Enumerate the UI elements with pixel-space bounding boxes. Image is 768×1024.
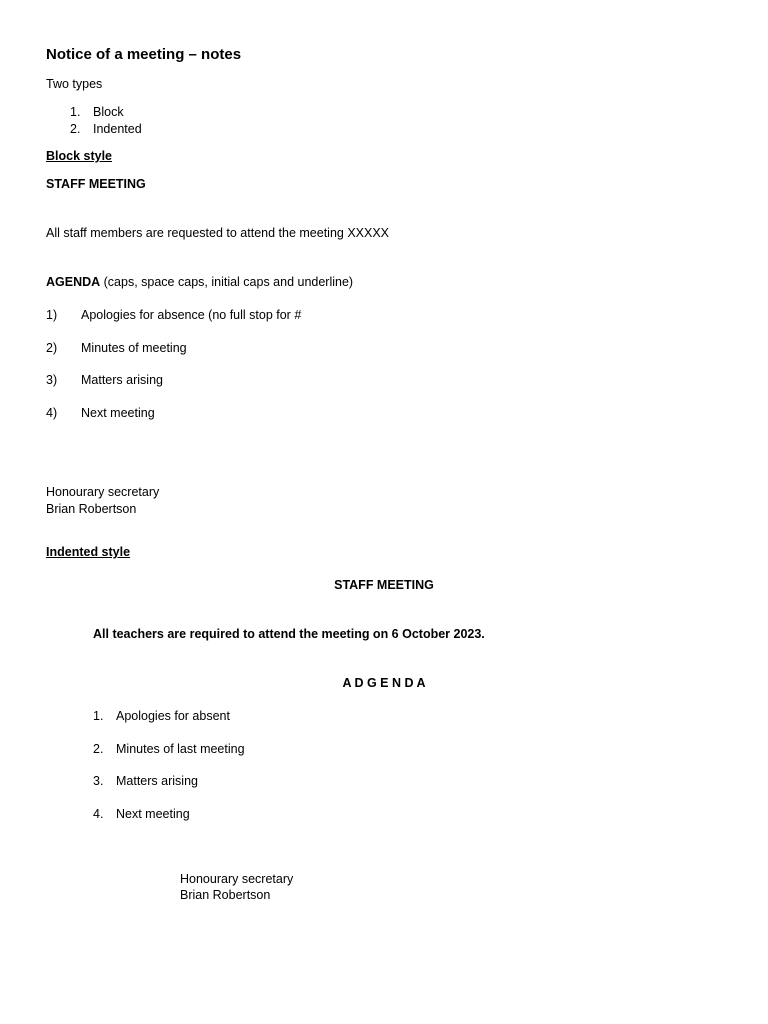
document-title: Notice of a meeting – notes <box>46 46 242 63</box>
indented-agenda-item: Next meeting <box>116 807 190 821</box>
indented-agenda-item: Minutes of last meeting <box>116 742 245 756</box>
block-agenda-item: Next meeting <box>81 406 155 420</box>
indented-agenda-item: Matters arising <box>116 774 198 788</box>
type-number: 1. <box>70 105 81 119</box>
indented-agenda-heading: A D G E N D A <box>342 676 426 690</box>
block-agenda-label: AGENDA <box>46 275 101 289</box>
type-number: 2. <box>70 122 81 136</box>
type-label: Indented <box>93 122 142 136</box>
block-agenda-number: 3) <box>46 373 58 387</box>
indented-meeting-title: STAFF MEETING <box>334 578 434 592</box>
indented-notice-text: All teachers are required to attend the meeting on 6 October 2023. <box>93 627 485 641</box>
indented-agenda-number: 4. <box>93 807 104 821</box>
block-style-heading: Block style <box>46 149 113 163</box>
block-signature-role: Honourary secretary <box>46 485 160 499</box>
block-agenda-note: (caps, space caps, initial caps and underline) <box>100 275 354 289</box>
block-agenda-item: Minutes of meeting <box>81 341 187 355</box>
intro-text: Two types <box>46 77 103 91</box>
block-meeting-title: STAFF MEETING <box>46 177 146 191</box>
block-agenda-number: 2) <box>46 341 58 355</box>
block-agenda-item: Apologies for absence (no full stop for # <box>81 308 302 322</box>
indented-style-heading: Indented style <box>46 545 131 559</box>
indented-agenda-item: Apologies for absent <box>116 709 230 723</box>
type-label: Block <box>93 105 124 119</box>
block-agenda-number: 1) <box>46 308 58 322</box>
block-agenda-number: 4) <box>46 406 58 420</box>
indented-signature-role: Honourary secretary <box>180 872 294 886</box>
block-notice-text: All staff members are requested to attend the meeting XXXXX <box>46 226 390 240</box>
indented-agenda-number: 2. <box>93 742 104 756</box>
block-signature-name: Brian Robertson <box>46 502 137 516</box>
block-agenda-line <box>46 274 353 290</box>
indented-agenda-number: 1. <box>93 709 104 723</box>
indented-signature-name: Brian Robertson <box>180 888 271 902</box>
indented-agenda-number: 3. <box>93 774 104 788</box>
block-agenda-item: Matters arising <box>81 373 163 387</box>
